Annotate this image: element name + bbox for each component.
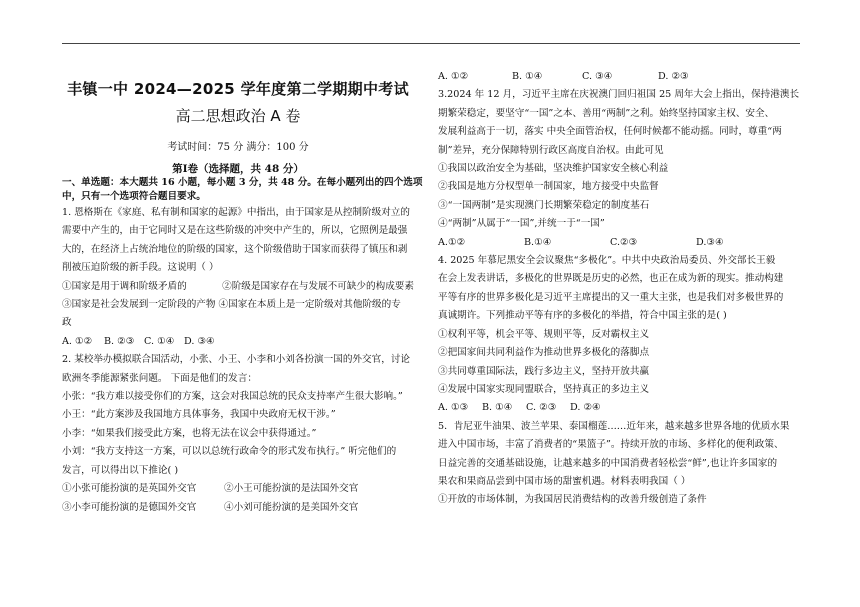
answer-d: D.③④ (696, 236, 724, 248)
option-3: ③共同尊重国际法，践行多边主义，坚持开放共赢 (438, 365, 650, 377)
right-column (438, 68, 800, 510)
question-1-options: ③国家是社会发展到一定阶段的产物 ④国家在本质上是一定阶级对其他阶级的专 (62, 299, 401, 311)
question-1-stem: 削被压迫阶级的新手段。这说明（ ） (62, 262, 219, 274)
answer-a: A. ①② (62, 335, 93, 347)
speech-liu: 小刘：“我方支持这一方案，可以以总统行政命令的形式发布执行。” 听完他们的 (62, 446, 397, 458)
answer-c: C. ③④ (582, 71, 613, 82)
question-5-stem: 进入中国市场，丰富了消费者的“果篮子”。持续开放的市场、多样化的便利政策、 (438, 439, 784, 451)
option-1: ①国家是用于调和阶级矛盾的 (62, 280, 187, 292)
option-1: ①我国以政治安全为基础，坚决维护国家安全核心利益 (438, 163, 669, 175)
speech-li: 小李：“如果我们接受此方案，也将无法在议会中获得通过。” (62, 427, 317, 439)
question-1-stem: 1. 恩格斯在《家庭、私有制和国家的起源》中指出，由于国家是从控制阶级对立的 (62, 207, 410, 218)
exam-title: 丰镇一中 2024—2025 学年度第二学期期中考试 (67, 80, 409, 98)
option-1: ①权利平等，机会平等、规则平等，反对霸权主义 (438, 328, 650, 340)
instruction-line: 一、单选题：本大题共 16 小题，每小题 3 分，共 48 分。在每小题列出的四个选项 (62, 177, 423, 188)
answer-c: C. ①④ (144, 335, 175, 347)
question-1-stem: 大的，在经济上占统治地位的阶级的国家，这个阶级借助于国家而获得了镇压和剥 (62, 243, 408, 255)
option-4: ④发展中国家实现同盟联合，坚持真正的多边主义 (438, 383, 650, 395)
question-2-options (62, 480, 414, 498)
question-3-answers (438, 234, 800, 252)
section-heading: 第Ⅰ卷（选择题，共 48 分） (172, 163, 304, 175)
question-4-stem: 平等有序的世界多极化是习近平主席提出的又一重大主张，也是我们对多极世界的 (438, 291, 784, 303)
question-2-stem: 欧洲冬季能源紧张问题。 下面是他们的发言： (62, 372, 257, 384)
left-column (62, 64, 423, 517)
question-1-options: 政 (62, 317, 72, 329)
question-2-stem: 2. 某校举办模拟联合国活动，小张、小王、小李和小刘各扮演一国的外交官，讨论 (62, 354, 410, 366)
option-1: ①小张可能扮演的是英国外交官 (62, 483, 197, 495)
question-4-stem: 4. 2025 年慕尼黑安全会议聚焦“多极化”。中共中央政治局委员、外交部长王毅 (438, 255, 776, 267)
question-3-stem: 3.2024 年 12 月，习近平主席在庆祝澳门回归祖国 25 周年大会上指出，保持港澳长 (438, 89, 800, 101)
option-3: ③“一国两制”是实现澳门长期繁荣稳定的制度基石 (438, 199, 650, 211)
question-1-answers (62, 333, 414, 351)
answer-b: B. ②③ (104, 335, 135, 347)
answer-b: B. ①④ (482, 402, 513, 414)
instruction-line: 中，只有一个选项符合题目要求。 (62, 191, 206, 202)
option-3: ③小李可能扮演的是德国外交官 (62, 501, 197, 513)
question-1-options (62, 278, 414, 296)
answer-b: B. ①④ (512, 71, 543, 82)
option-2: ②小王可能扮演的是法国外交官 (224, 483, 359, 495)
option-1: ①开放的市场体制，为我国居民消费结构的改善升级创造了条件 (438, 494, 707, 506)
header-rule (62, 43, 800, 44)
option-2: ②把国家间共同利益作为推动世界多极化的落脚点 (438, 347, 650, 359)
option-2: ②我国是地方分权型单一制国家，地方接受中央监督 (438, 181, 659, 193)
answer-b: B.①④ (524, 236, 552, 248)
answer-a: A. ①③ (438, 402, 469, 414)
exam-meta: 考试时间：75 分 满分：100 分 (167, 142, 309, 153)
question-3-stem: 制”差异，充分保障特别行政区高度自治权。由此可见 (438, 144, 664, 156)
question-1-stem: 需要中产生的，由于它同时又是在这些阶级的冲突中产生的，所以，它照例是最强 (62, 225, 408, 237)
exam-subtitle: 高二思想政治 A 卷 (175, 107, 301, 125)
question-2-options (62, 499, 414, 517)
answer-a: A.①② (438, 236, 466, 248)
question-2-ask: 发言，可以得出以下推论( ) (62, 464, 179, 476)
option-2: ②阶级是国家存在与发展不可缺少的构成要素 (222, 280, 414, 292)
answer-d: D. ②③ (658, 71, 689, 82)
question-5-stem: 日益完善的交通基础设施，让越来越多的中国消费者轻松尝“鲜”,也让许多国家的 (438, 457, 778, 469)
answer-a: A. ①② (438, 71, 469, 82)
question-3-stem: 发展利益高于一切，落实 中央全面管治权，任何时候都不能动摇。同时，尊重“两 (438, 126, 782, 138)
answer-c: C. ②③ (526, 402, 557, 414)
answer-d: D. ②④ (570, 402, 601, 414)
speech-wang: 小王：“此方案涉及我国地方具体事务，我国中央政府无权干涉。” (62, 409, 336, 421)
question-4-stem: 真诚期许。下列推动平等有序的多极化的举措，符合中国主张的是( ) (438, 310, 727, 322)
question-5-stem: 果农和果商品尝到中国市场的甜蜜机遇。材料表明我国（ ） (438, 475, 691, 487)
option-4: ④小刘可能扮演的是美国外交官 (224, 501, 359, 513)
question-4-stem: 在会上发表讲话，多极化的世界既是历史的必然，也正在成为新的现实。推动构建 (438, 273, 784, 285)
question-2-answers (438, 68, 800, 86)
option-4: ④“两制”从属于“一国”,并统一于“一国” (438, 218, 605, 230)
answer-c: C.②③ (610, 236, 638, 248)
question-5-stem: 5．肯尼亚牛油果、波兰苹果、泰国榴莲……近年来，越来越多世界各地的优质水果 (438, 420, 790, 432)
question-4-answers (438, 399, 800, 417)
speech-zhang: 小张：“我方难以接受你们的方案，这会对我国总统的民众支持率产生很大影响。” (62, 391, 403, 403)
answer-d: D. ③④ (184, 335, 215, 347)
question-3-stem: 期繁荣稳定，要坚守“一国”之本、善用“两制”之利。始终坚持国家主权、安全、 (438, 107, 775, 119)
